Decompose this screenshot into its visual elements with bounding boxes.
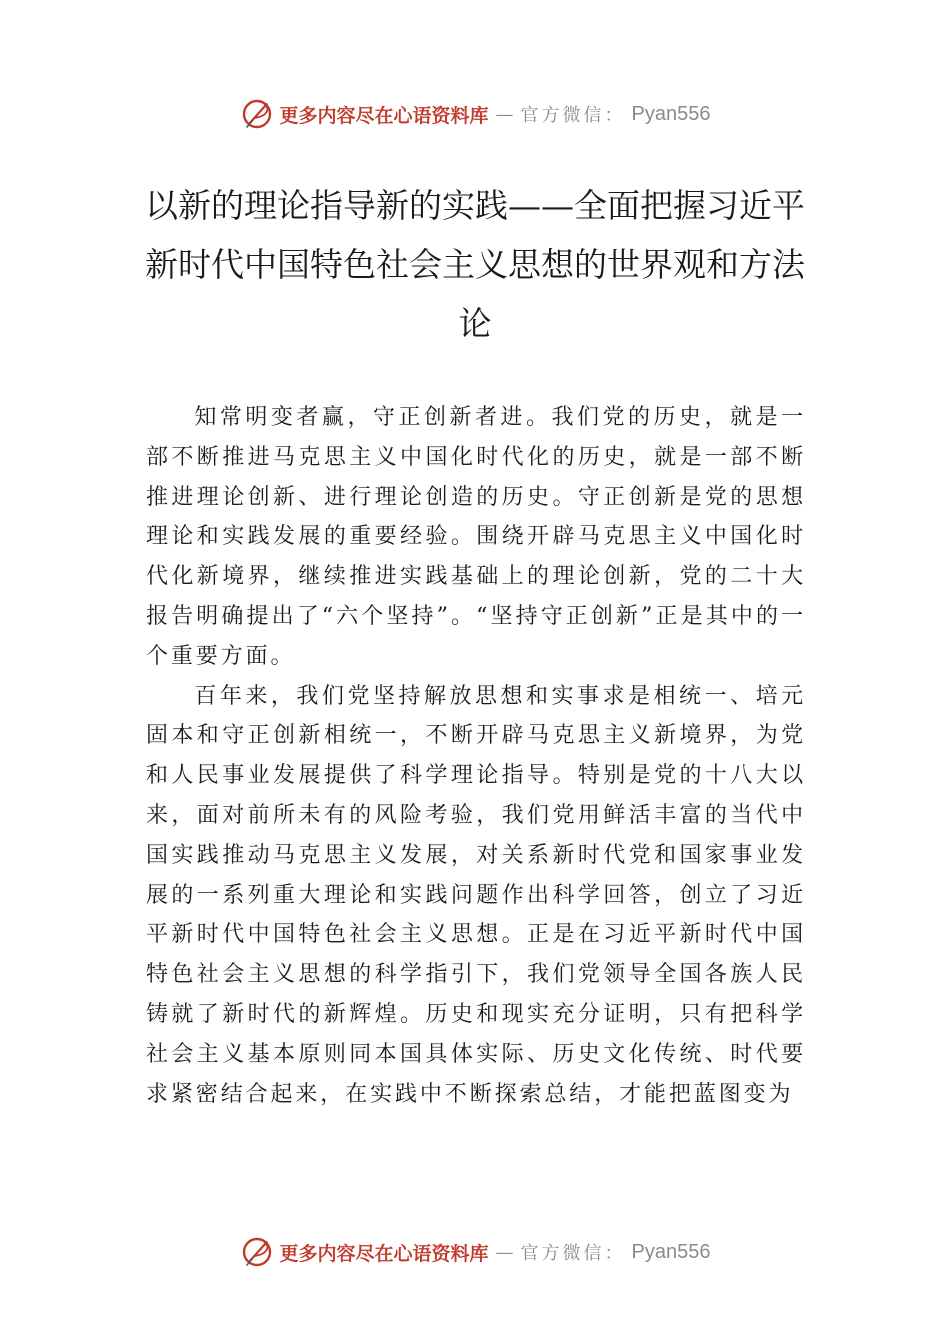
header-banner <box>0 94 950 134</box>
banner-brand-text: 更多内容尽在心语资料库 <box>279 1242 489 1265</box>
footer-banner <box>0 1232 950 1272</box>
banner-dash: — <box>495 1241 514 1263</box>
banner-dash: — <box>495 103 514 125</box>
banner-contact-id: Pyan556 <box>631 1240 711 1263</box>
feather-pen-logo-icon <box>240 97 274 131</box>
body-paragraph-2: 百年来，我们党坚持解放思想和实事求是相统一、培元固本和守正创新相统一，不断开辟马克思主义新境界，为党和人民事业发展提供了科学理论指导。特别是党的十八大以来，面对前所未有的风险考验，我们党用鲜活丰富的当代中国实践推动马克思主义发展，对关系新时代党和国家事业发展的一系列重大理论和实践问题作出科学回答，创立了习近平新时代中国特色社会主义思想。正是在习近平新时代中国特色社会主义思想的科学指引下，我们党领导全国各族人民铸就了新时代的新辉煌。历史和现实充分证明，只有把科学社会主义基本原则同本国具体实际、历史文化传统、时代要求紧密结合起来，在实践中不断探索总结，才能把蓝图变为 <box>146 683 806 1107</box>
document-body <box>146 398 806 1114</box>
banner-brand-text: 更多内容尽在心语资料库 <box>279 104 489 127</box>
banner-contact-label: 官方微信： <box>520 1243 626 1264</box>
feather-pen-logo-icon <box>240 1235 274 1269</box>
banner-contact-label: 官方微信： <box>520 105 626 126</box>
body-paragraph-1: 知常明变者赢，守正创新者进。我们党的历史，就是一部不断推进马克思主义中国化时代化的历史，就是一部不断推进理论创新、进行理论创造的历史。守正创新是党的思想理论和实践发展的重要经验。围绕开辟马克思主义中国化时代化新境界，继续推进实践基础上的理论创新，党的二十大报告明确提出了“六个坚持”。“坚持守正创新”正是其中的一个重要方面。 <box>146 405 806 669</box>
banner-contact-id: Pyan556 <box>631 102 711 125</box>
document-title: 以新的理论指导新的实践——全面把握习近平新时代中国特色社会主义思想的世界观和方法论 <box>145 186 805 343</box>
